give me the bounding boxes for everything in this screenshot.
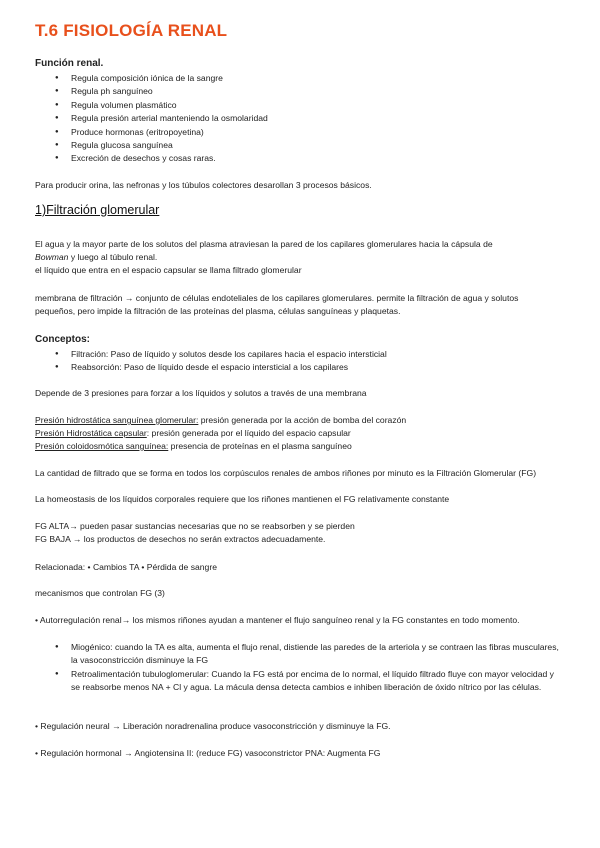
presion-term: Presión coloidosmótica sanguínea: bbox=[35, 441, 169, 451]
relacionada-text: Relacionada: • Cambios TA • Pérdida de sangre bbox=[35, 562, 217, 572]
bowman-italic: Bowman bbox=[35, 252, 69, 262]
filtracion-p1-line1: El agua y la mayor parte de los solutos del plasma atraviesan la pared de los capilares glomerulares hacia la cápsula de bbox=[35, 239, 493, 249]
regulacion-hormonal: • Regulación hormonal → Angiotensina II: (reduce FG) vasoconstrictor PNA: Augmenta FG bbox=[35, 748, 381, 758]
fg-alta-text: FG ALTA→ pueden pasar sustancias necesarias que no se reabsorben y se pierden bbox=[35, 521, 355, 531]
list-item: ● Regula composición iónica de la sangre bbox=[35, 72, 268, 85]
funcion-list bbox=[35, 72, 268, 166]
presion-desc: presión generada por la acción de bomba del corazón bbox=[198, 415, 407, 425]
autorregulacion-list bbox=[35, 641, 561, 695]
list-item: ● Regula volumen plasmático bbox=[35, 99, 268, 112]
list-item: ● Filtración: Paso de líquido y solutos desde los capilares hacia el espacio intersticial bbox=[35, 348, 387, 361]
autorregulacion-text: • Autorregulación renal→ los mismos riñones ayudan a mantener el flujo sanguíneo renal y la FG constantes en todo momento. bbox=[35, 615, 520, 625]
list-item: ● Regula glucosa sanguínea bbox=[35, 139, 268, 152]
filtracion-p1-line3: el líquido que entra en el espacio capsular se llama filtrado glomerular bbox=[35, 265, 302, 275]
homeostasis-text: La homeostasis de los líquidos corporales requiere que los riñones mantienen el FG relativamente constante bbox=[35, 494, 450, 504]
mecanismos-text: mecanismos que controlan FG (3) bbox=[35, 588, 165, 598]
membrana-paragraph: membrana de filtración → conjunto de células endoteliales de los capilares glomerulares. permite la filtración de agua y solutos pequeños, pero impide la filtración de las proteínas del plasma, células sanguíneas y plaquetas. bbox=[35, 293, 519, 316]
list-item: ● Reabsorción: Paso de líquido desde el espacio intersticial a los capilares bbox=[35, 361, 387, 374]
depende-text: Depende de 3 presiones para forzar a los líquidos y solutos a través de una membrana bbox=[35, 388, 367, 398]
cantidad-text: La cantidad de filtrado que se forma en todos los corpúsculos renales de ambos riñones por minuto es la Filtración Glomerular (FG) bbox=[35, 468, 537, 478]
list-item: ● Produce hormonas (eritropoyetina) bbox=[35, 126, 268, 139]
presion-desc: : presión generada por el líquido del espacio capsular bbox=[146, 428, 351, 438]
filtracion-p1-rest: y luego al túbulo renal. bbox=[68, 252, 158, 262]
list-item: ● Excreción de desechos y cosas raras. bbox=[35, 152, 268, 165]
presion-2 bbox=[35, 427, 565, 440]
funcion-summary: Para producir orina, las nefronas y los túbulos colectores desarollan 3 procesos básicos. bbox=[35, 180, 372, 190]
presion-1 bbox=[35, 414, 565, 427]
presion-term: Presión Hidrostática capsular bbox=[35, 428, 147, 438]
fg-baja-text: FG BAJA → los productos de desechos no serán extractos adecuadamente. bbox=[35, 534, 326, 544]
funcion-heading: Función renal. bbox=[35, 58, 104, 69]
filtracion-p1-line2 bbox=[35, 251, 565, 264]
presion-3 bbox=[35, 440, 565, 453]
list-item: ● Regula presión arterial manteniendo la osmolaridad bbox=[35, 112, 268, 125]
page-title: T.6 FISIOLOGÍA RENAL bbox=[35, 21, 228, 40]
conceptos-list bbox=[35, 348, 387, 375]
list-item: ● Retroalimentación tubuloglomerular: Cuando la FG está por encima de lo normal, el líquido filtrado fluye con mayor velocidad y se reabsorbe menos NA + Cl y agua. La mácula densa detecta cambios e inhiben liberación de óxido nítrico por las células. bbox=[35, 668, 561, 695]
list-item: ● Miogénico: cuando la TA es alta, aumenta el flujo renal, distiende las paredes de la arteriola y se contraen las fibras musculares, la vasoconstricción disminuye la FG bbox=[35, 641, 561, 668]
list-item: ● Regula ph sanguíneo bbox=[35, 85, 268, 98]
conceptos-heading: Conceptos: bbox=[35, 334, 90, 345]
presion-desc: presencia de proteínas en el plasma sanguíneo bbox=[168, 441, 352, 451]
filtracion-heading: 1)Filtración glomerular bbox=[35, 203, 160, 217]
presion-term: Presión hidrostática sanguínea glomerular: bbox=[35, 415, 199, 425]
regulacion-neural: • Regulación neural → Liberación noradrenalina produce vasoconstricción y disminuye la FG. bbox=[35, 721, 391, 731]
